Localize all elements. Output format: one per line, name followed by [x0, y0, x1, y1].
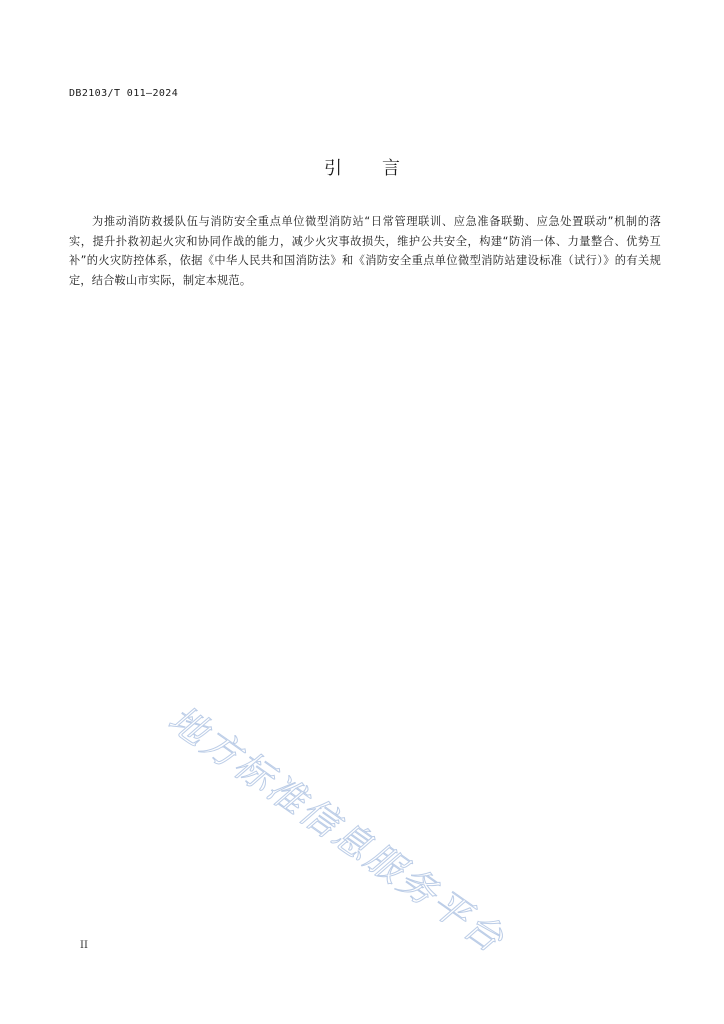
title-char-1: 引: [324, 158, 342, 179]
section-title: [0, 154, 724, 180]
page-number: II: [80, 940, 88, 951]
introduction-paragraph: 为推动消防救援队伍与消防安全重点单位微型消防站“日常管理联训、应急准备联勤、应急处置联动”机制的落实，提升扑救初起火灾和协同作战的能力，减少火灾事故损失，维护公共安全，构建“防消一体、力量整合、优势互补”的火灾防控体系，依据《中华人民共和国消防法》和《消防安全重点单位微型消防站建设标准（试行）》的有关规定，结合鞍山市实际，制定本规范。: [69, 215, 661, 287]
title-char-2: 言: [382, 158, 400, 179]
document-code: DB2103/T 011—2024: [69, 88, 179, 99]
watermark: 地方标准信息服务平台: [160, 697, 513, 962]
